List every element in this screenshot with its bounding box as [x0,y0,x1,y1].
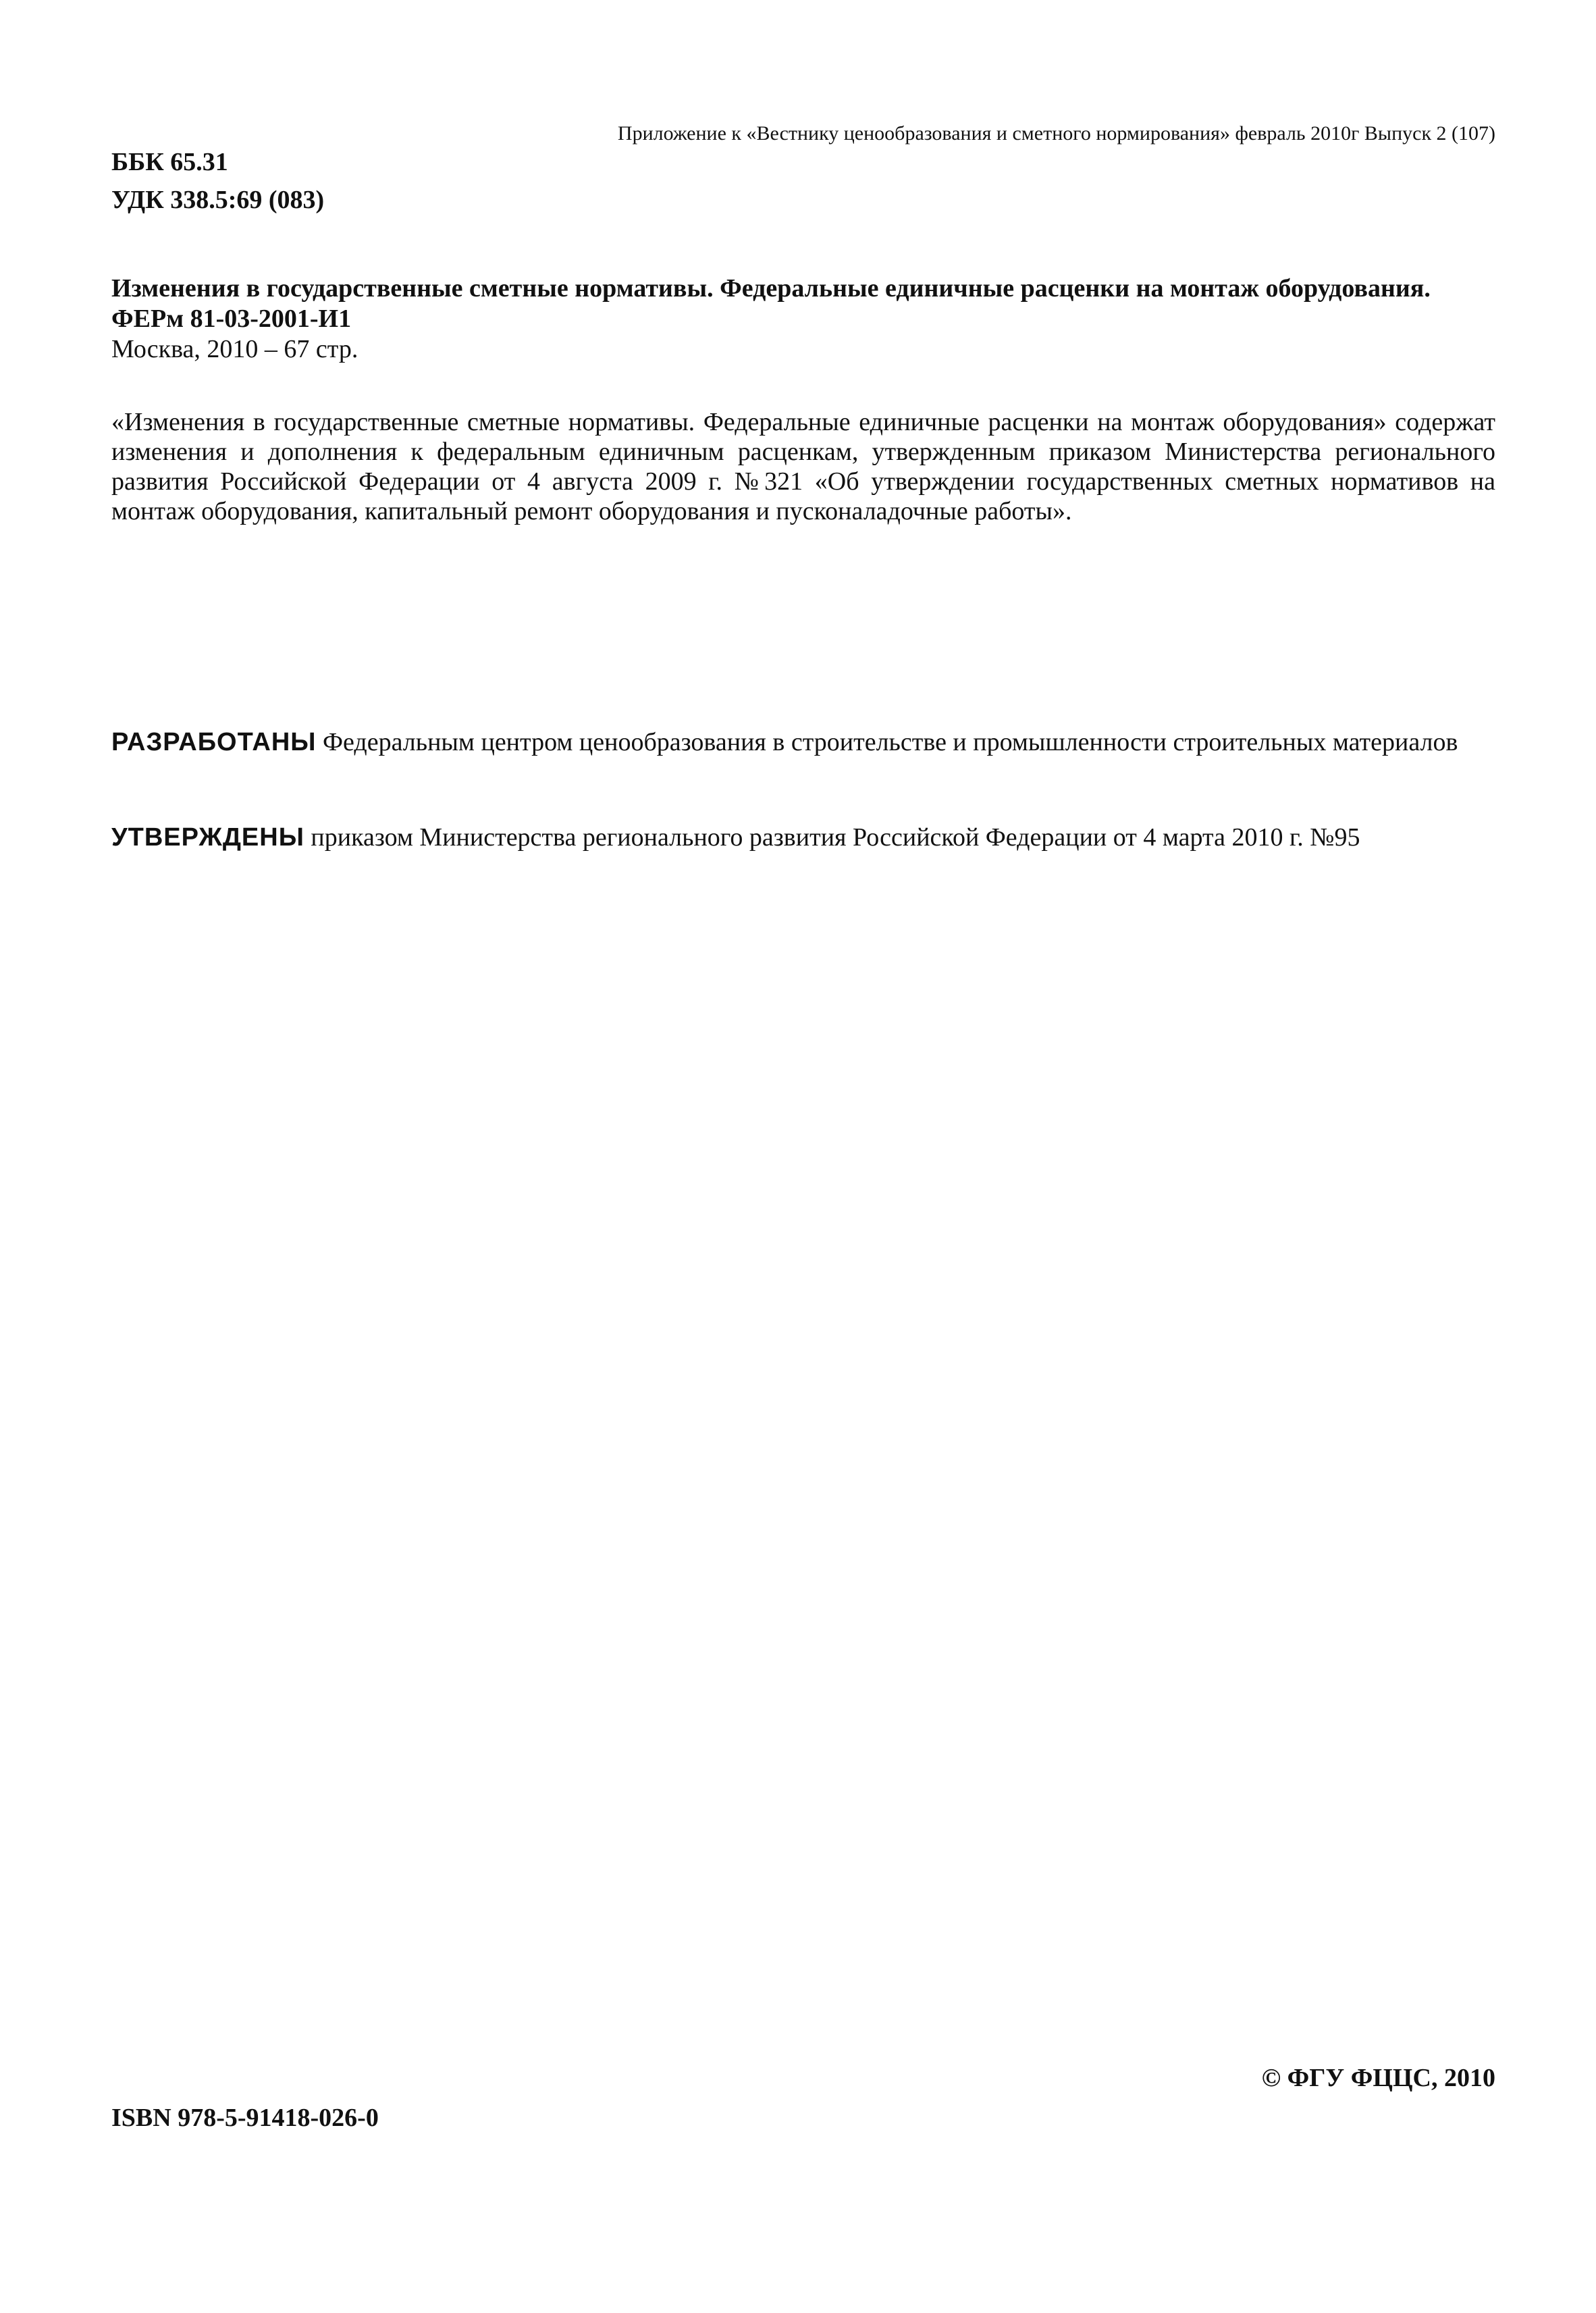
isbn-number: ISBN 978-5-91418-026-0 [111,2104,379,2132]
developed-text: Федеральным центром ценообразования в строительстве и промышленности строительных материалов [316,728,1458,756]
developed-lead: РАЗРАБОТАНЫ [111,728,317,756]
description-paragraph: «Изменения в государственные сметные нормативы. Федеральные единичные расценки на монтаж оборудования» содержат изменения и дополнения к федеральным единичным расценкам, утвержденным приказом Министерства регионального развития Российской Федерации от 4 августа 2009 г. №321 «Об утверждении государственных сметных нормативов на монтаж оборудования, капитальный ремонт оборудования и пусконаладочные работы». [111,408,1495,525]
bbk-code: ББК 65.31 [111,148,228,176]
main-content [111,274,1495,853]
approved-lead: УТВЕРЖДЕНЫ [111,823,304,852]
copyright-notice: © ФГУ ФЦЦС, 2010 [1261,2064,1495,2092]
approved-by-paragraph [111,823,1495,853]
document-code: ФЕРм 81-03-2001-И1 [111,305,352,333]
udk-code: УДК 338.5:69 (083) [111,186,325,214]
publication-info: Москва, 2010 – 67 стр. [111,335,358,363]
title-block [111,274,1495,365]
document-title: Изменения в государственные сметные нормативы. Федеральные единичные расценки на монтаж оборудования. [111,274,1431,303]
approved-text: приказом Министерства регионального развития Российской Федерации от 4 марта 2010 г. №95 [304,823,1360,852]
classification-codes [111,143,324,219]
developed-by-paragraph [111,727,1495,758]
header-note: Приложение к «Вестнику ценообразования и сметного нормирования» февраль 2010г Выпуск 2 (107) [617,122,1495,145]
